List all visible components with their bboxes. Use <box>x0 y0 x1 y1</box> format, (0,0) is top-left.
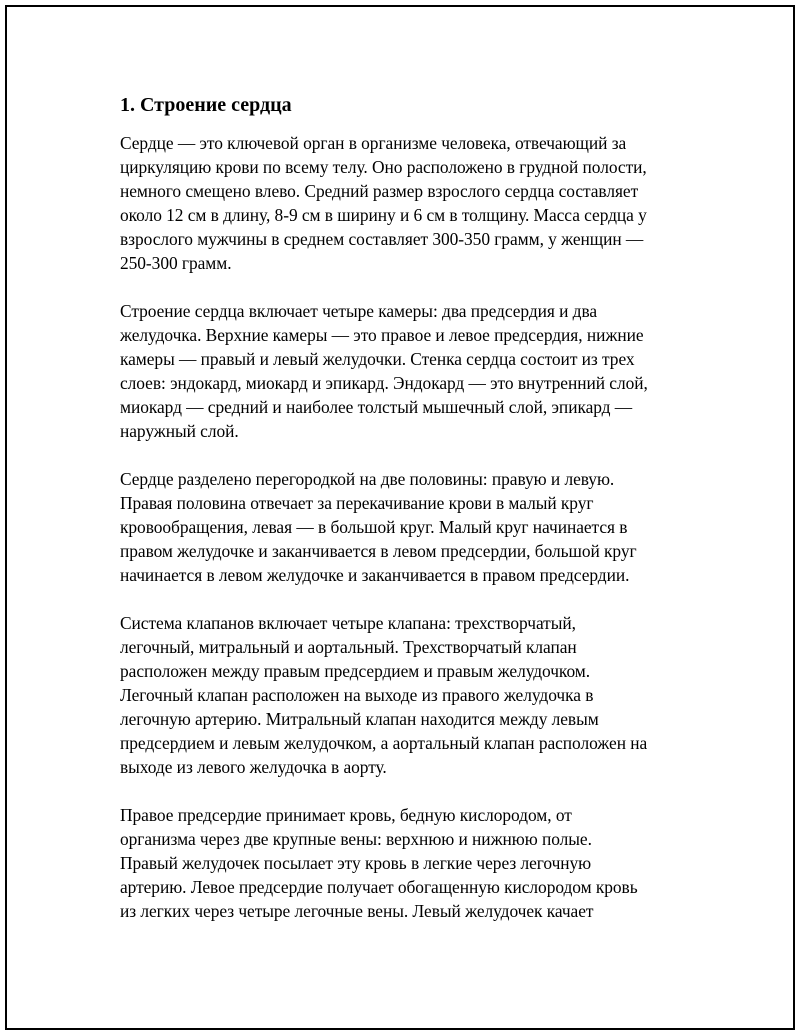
text-line: слоев: эндокард, миокард и эпикард. Эндокард — это внутренний слой, <box>120 373 648 393</box>
text-line: камеры — правый и левый желудочки. Стенка сердца состоит из трех <box>120 349 635 369</box>
document-content <box>120 93 710 947</box>
text-line: из легких через четыре легочные вены. Левый желудочек качает <box>120 901 594 921</box>
text-line: 250-300 грамм. <box>120 253 232 273</box>
text-line: наружный слой. <box>120 421 239 441</box>
paragraph-circulation <box>120 467 710 587</box>
text-line: Правое предсердие принимает кровь, бедную кислородом, от <box>120 805 572 825</box>
text-line: легочную артерию. Митральный клапан находится между левым <box>120 709 599 729</box>
text-line: предсердием и левым желудочком, а аортальный клапан расположен на <box>120 733 648 753</box>
section-heading: 1. Строение сердца <box>120 94 292 116</box>
text-line: около 12 см в длину, 8-9 см в ширину и 6 см в толщину. Масса сердца у <box>120 205 647 225</box>
text-line: Легочный клапан расположен на выходе из правого желудочка в <box>120 685 594 705</box>
text-line: кровообращения, левая — в большой круг. Малый круг начинается в <box>120 517 628 537</box>
paragraph-blood-flow <box>120 803 710 923</box>
text-line: Строение сердца включает четыре камеры: два предсердия и два <box>120 301 598 321</box>
paragraph-valves <box>120 611 710 779</box>
text-line: расположен между правым предсердием и правым желудочком. <box>120 661 591 681</box>
text-line: выходе из левого желудочка в аорту. <box>120 757 387 777</box>
text-line: Правая половина отвечает за перекачивание крови в малый круг <box>120 493 594 513</box>
paragraph-overview <box>120 131 710 275</box>
paragraph-chambers <box>120 299 710 443</box>
text-line: Система клапанов включает четыре клапана: трехстворчатый, <box>120 613 576 633</box>
text-line: Сердце — это ключевой орган в организме человека, отвечающий за <box>120 133 627 153</box>
text-line: правом желудочке и заканчивается в левом предсердии, большой круг <box>120 541 637 561</box>
document-page <box>5 5 795 1030</box>
text-line: циркуляцию крови по всему телу. Оно расположено в грудной полости, <box>120 157 647 177</box>
text-line: миокард — средний и наиболее толстый мышечный слой, эпикард — <box>120 397 633 417</box>
text-line: организма через две крупные вены: верхнюю и нижнюю полые. <box>120 829 592 849</box>
text-line: взрослого мужчины в среднем составляет 300-350 грамм, у женщин — <box>120 229 644 249</box>
text-line: начинается в левом желудочке и заканчивается в правом предсердии. <box>120 565 630 585</box>
text-line: легочный, митральный и аортальный. Трехстворчатый клапан <box>120 637 577 657</box>
text-line: Правый желудочек посылает эту кровь в легкие через легочную <box>120 853 592 873</box>
text-line: немного смещено влево. Средний размер взрослого сердца составляет <box>120 181 639 201</box>
text-line: артерию. Левое предсердие получает обогащенную кислородом кровь <box>120 877 638 897</box>
text-line: Сердце разделено перегородкой на две половины: правую и левую. <box>120 469 615 489</box>
text-line: желудочка. Верхние камеры — это правое и левое предсердия, нижние <box>120 325 644 345</box>
